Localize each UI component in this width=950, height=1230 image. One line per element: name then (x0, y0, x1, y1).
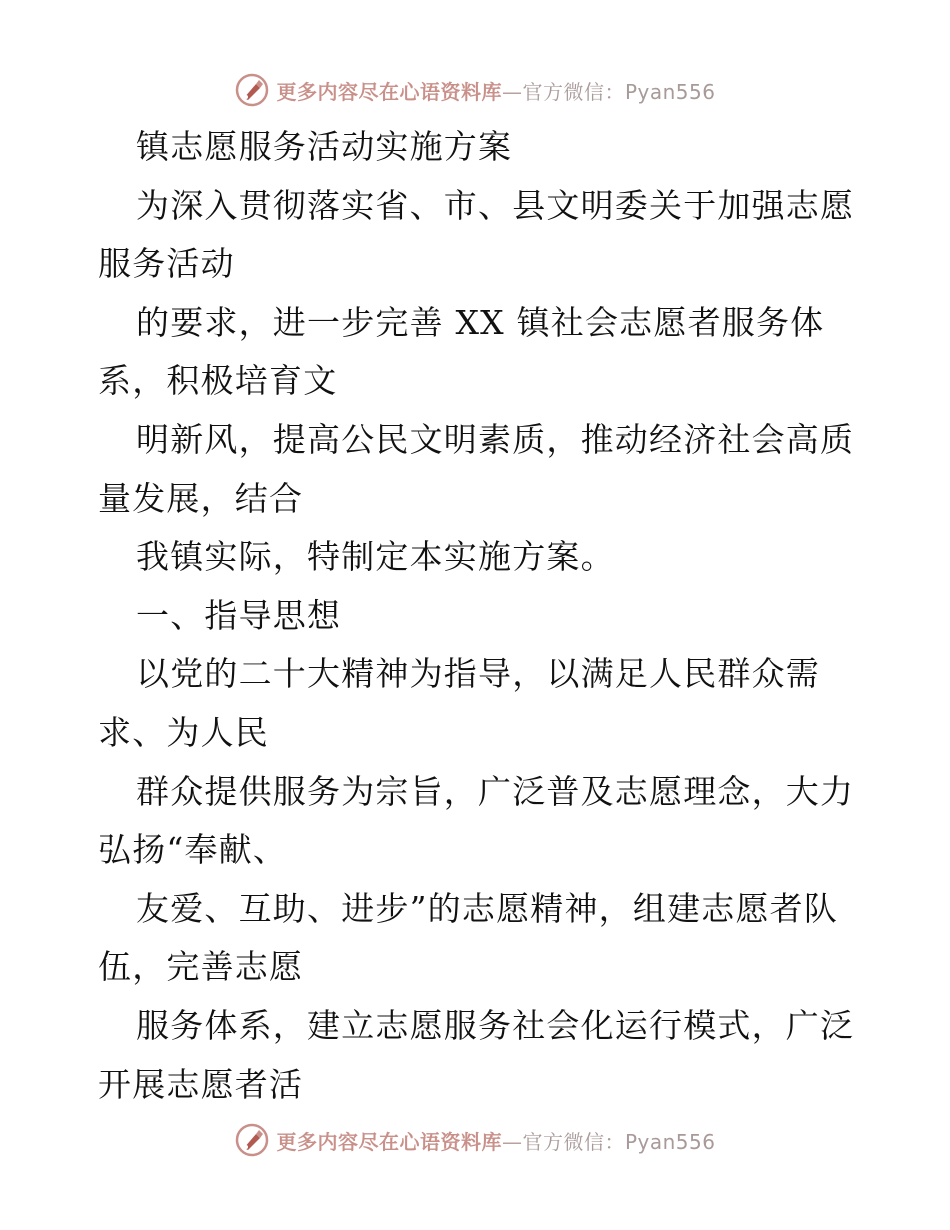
pen-nib-logo-icon (234, 1122, 270, 1158)
banner-wechat: 官方微信：Pyan556 (522, 1129, 716, 1154)
document-body (98, 118, 858, 1114)
banner-wechat: 官方微信：Pyan556 (522, 79, 716, 104)
banner-separator: — (501, 79, 523, 104)
text-line: 伍，完善志愿 (98, 947, 304, 987)
text-line: 系，积极培育文 (98, 361, 338, 401)
text-line: 服务活动 (98, 244, 235, 284)
text-line: 群众提供服务为宗旨，广泛普及志愿理念，大力 (136, 771, 855, 811)
banner-site-name: 更多内容尽在心语资料库 (276, 79, 502, 104)
banner-text (276, 1126, 715, 1155)
text-line: 开展志愿者活 (98, 1064, 304, 1104)
banner-text (276, 76, 715, 105)
banner-site-name: 更多内容尽在心语资料库 (276, 1129, 502, 1154)
document-title: 镇志愿服务活动实施方案 (136, 127, 513, 166)
pen-nib-logo-icon (234, 72, 270, 108)
section-heading: 一、指导思想 (136, 595, 342, 635)
text-line: 的要求，进一步完善 XX 镇社会志愿者服务体 (136, 302, 825, 342)
text-line: 我镇实际，特制定本实施方案。 (136, 537, 615, 577)
text-line: 为深入贯彻落实省、市、县文明委关于加强志愿 (136, 185, 855, 225)
text-line: 友爱、互助、进步”的志愿精神，组建志愿者队 (136, 888, 839, 928)
text-line: 弘扬“奉献、 (98, 830, 288, 870)
text-line: 求、为人民 (98, 712, 269, 752)
text-line: 以党的二十大精神为指导，以满足人民群众需 (136, 654, 820, 694)
footer-watermark-banner (0, 1120, 950, 1160)
text-line: 明新风，提高公民文明素质，推动经济社会高质 (136, 419, 855, 459)
text-line: 服务体系，建立志愿服务社会化运行模式，广泛 (136, 1005, 855, 1045)
header-watermark-banner (0, 70, 950, 110)
banner-separator: — (501, 1129, 523, 1154)
text-line: 量发展，结合 (98, 478, 304, 518)
